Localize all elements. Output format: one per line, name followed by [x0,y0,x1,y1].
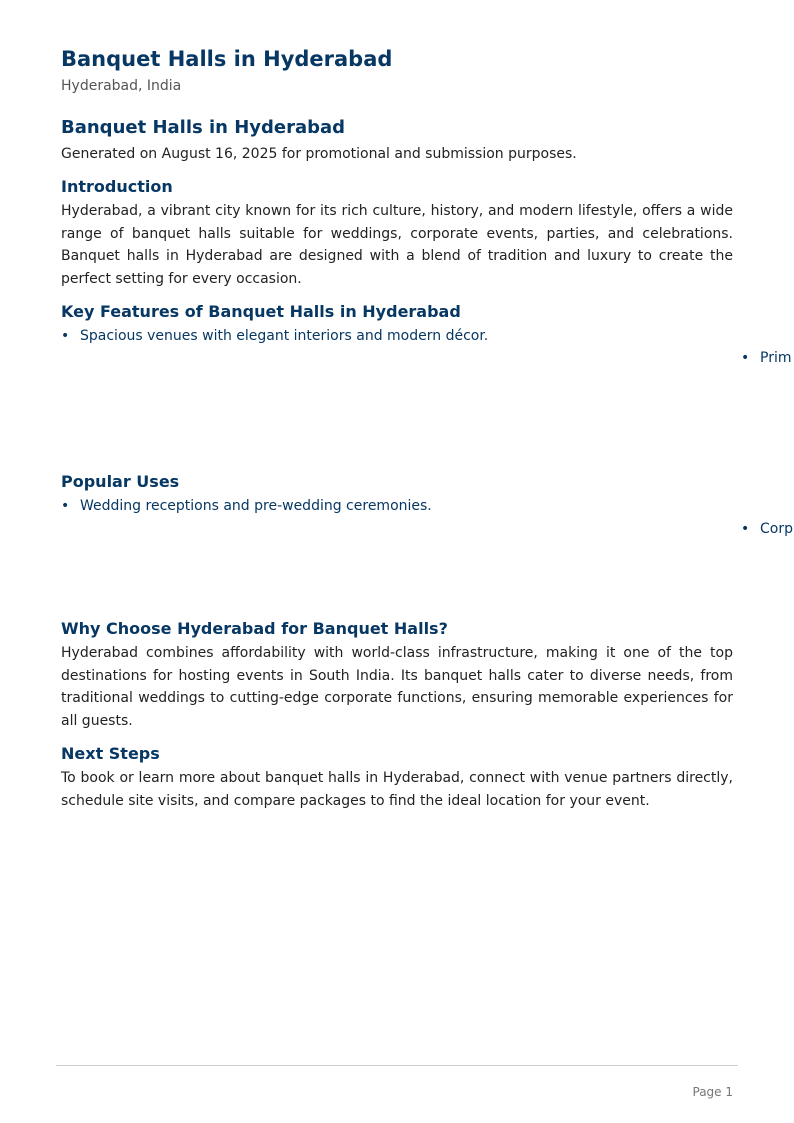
list-item [61,497,432,515]
bullet-icon: • [741,350,750,366]
page-number: Page 1 [692,1085,733,1099]
introduction-paragraph: Hyderabad, a vibrant city known for its rich culture, history, and modern lifestyle, offers a wide range of banquet halls suitable for weddings, corporate events, parties, and celebrations. Banquet halls in Hyderabad are designed with a blend of tradition and luxury to create the perfect setting for every occasion. [61,203,733,288]
bullet-icon: • [741,521,750,537]
list-item [741,349,791,367]
list-item-text: Spacious venues with elegant interiors and modern décor. [80,328,489,344]
why-choose-paragraph: Hyderabad combines affordability with world-class infrastructure, making it one of the top destinations for hosting events in South India. Its banquet halls cater to diverse needs, from traditional weddings to cutting-edge corporate functions, ensuring memorable experiences for all guests. [61,645,733,730]
section-heading-popular-uses: Popular Uses [61,472,180,491]
footer-divider [56,1065,738,1066]
location-subtitle: Hyderabad, India [61,78,182,94]
list-item [741,520,793,538]
section-heading-why-choose: Why Choose Hyderabad for Banquet Halls? [61,619,448,638]
list-item-text: Corp [760,521,793,537]
list-item-text: Wedding receptions and pre-wedding ceremonies. [80,498,432,514]
section-heading-key-features: Key Features of Banquet Halls in Hyderabad [61,302,461,321]
list-item [61,327,488,345]
section-heading-main: Banquet Halls in Hyderabad [61,117,346,138]
document-title: Banquet Halls in Hyderabad [61,47,393,71]
section-heading-next-steps: Next Steps [61,744,160,763]
next-steps-paragraph: To book or learn more about banquet halls in Hyderabad, connect with venue partners directly, schedule site visits, and compare packages to find the ideal location for your event. [61,770,733,809]
bullet-icon: • [61,498,70,514]
list-item-text: Prim [760,350,792,366]
section-heading-introduction: Introduction [61,177,173,196]
generated-note: Generated on August 16, 2025 for promotional and submission purposes. [61,146,577,162]
bullet-icon: • [61,328,70,344]
